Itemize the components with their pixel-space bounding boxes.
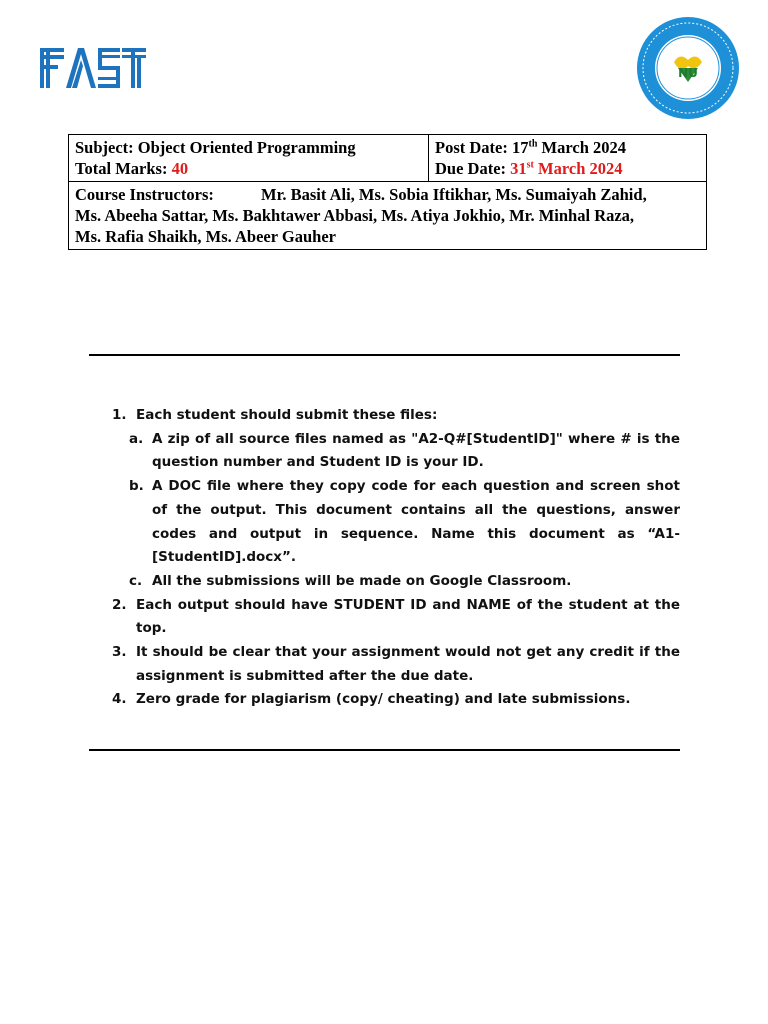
subitem-text: A DOC file where they copy code for each question and screen shot of the output. This document contains all the questions, answer codes and output in sequence. Name this document as “A1-[StudentID].docx”.	[152, 478, 680, 566]
post-date-rest: March 2024	[541, 138, 626, 157]
list-item	[108, 404, 680, 428]
subitem-letter: c.	[129, 572, 143, 589]
assignment-info-table	[68, 134, 707, 250]
subject-label: Subject:	[75, 138, 134, 157]
item-text: Zero grade for plagiarism (copy/ cheating) and late submissions.	[136, 691, 631, 708]
instructions-list	[108, 404, 680, 712]
subject-cell	[69, 135, 429, 182]
svg-text:NU: NU	[678, 66, 698, 80]
list-item	[108, 641, 680, 688]
item-number: 4.	[112, 691, 127, 708]
due-date-suffix: st	[526, 159, 534, 171]
total-marks-value: 40	[171, 159, 189, 178]
subitem-text: A zip of all source files named as "A2-Q#[StudentID]" where # is the question number and Student ID is your ID.	[152, 430, 680, 471]
dates-cell	[429, 135, 707, 182]
item-number: 3.	[112, 644, 127, 661]
instructors-label: Course Instructors:	[75, 185, 214, 204]
instructors-line-2: Ms. Abeeha Sattar, Ms. Bakhtawer Abbasi, Ms. Atiya Jokhio, Mr. Minhal Raza,	[75, 206, 635, 225]
list-item	[108, 594, 680, 641]
due-date-day: 31	[510, 159, 527, 178]
total-marks-label: Total Marks:	[75, 159, 168, 178]
due-date-rest: March 2024	[538, 159, 623, 178]
subitem-letter: b.	[129, 478, 144, 495]
subitem-text: All the submissions will be made on Google Classroom.	[152, 572, 572, 589]
list-subitem	[108, 428, 680, 475]
subitem-letter: a.	[129, 430, 144, 447]
instructors-line-3: Ms. Rafia Shaikh, Ms. Abeer Gauher	[75, 227, 336, 246]
due-date-label: Due Date:	[435, 159, 507, 178]
bottom-divider	[89, 749, 680, 751]
subject-value: Object Oriented Programming	[137, 138, 356, 157]
top-divider	[89, 354, 680, 356]
list-item	[108, 688, 680, 712]
fast-logo	[40, 46, 146, 90]
post-date-day: 17	[511, 138, 529, 157]
list-subitem	[108, 570, 680, 594]
instructors-cell	[69, 182, 707, 250]
list-subitem	[108, 475, 680, 570]
item-text: It should be clear that your assignment would not get any credit if the assignment is submitted after the due date.	[136, 644, 680, 684]
item-number: 2.	[112, 596, 127, 613]
instructors-line-1: Mr. Basit Ali, Ms. Sobia Iftikhar, Ms. Sumaiyah Zahid,	[261, 185, 647, 204]
item-text: Each output should have STUDENT ID and NAME of the student at the top.	[136, 596, 680, 637]
item-number: 1.	[112, 407, 127, 423]
post-date-label: Post Date:	[435, 138, 508, 157]
post-date-suffix: th	[528, 138, 538, 150]
item-text: Each student should submit these files:	[136, 407, 438, 423]
university-seal	[636, 16, 740, 120]
